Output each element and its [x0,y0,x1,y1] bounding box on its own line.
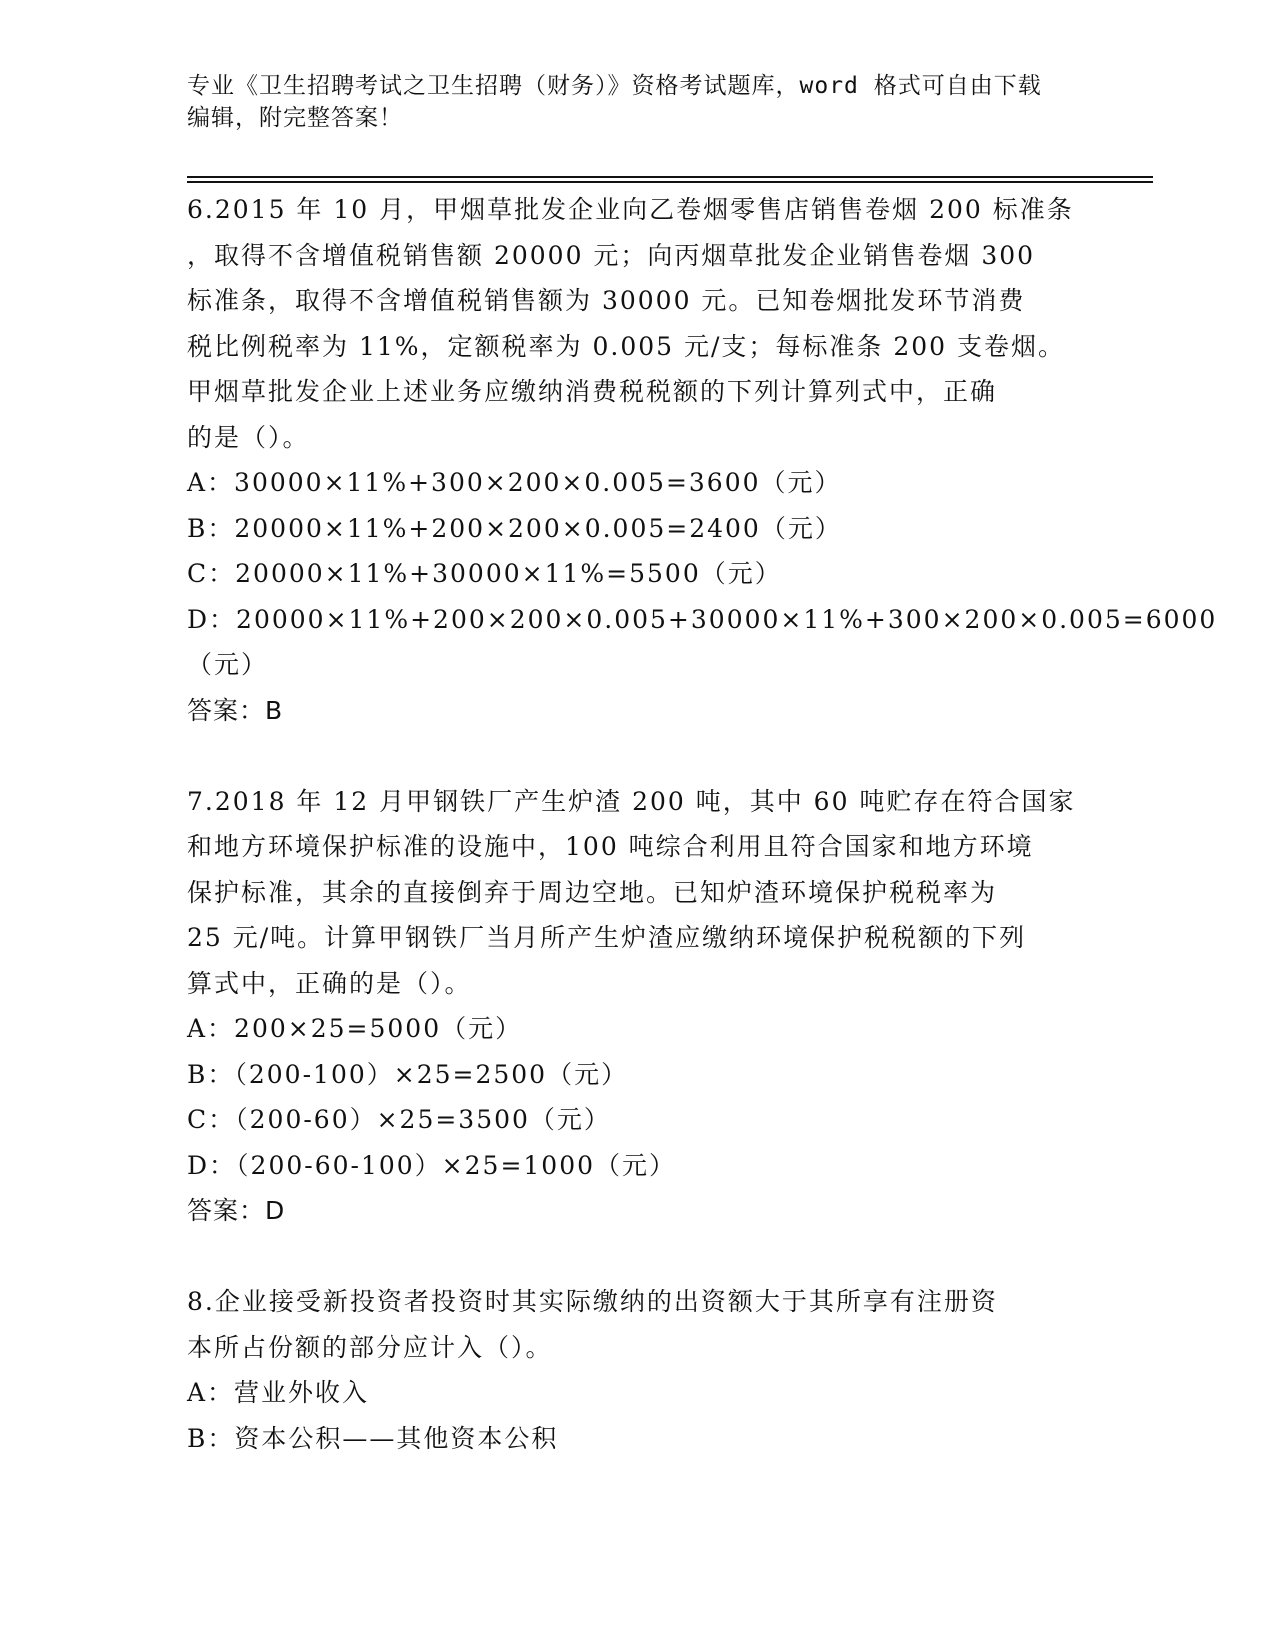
question-stem-line: 和地方环境保护标准的设施中，100 吨综合利用且符合国家和地方环境 [187,832,1034,861]
question-stem-line: 保护标准，其余的直接倒弃于周边空地。已知炉渣环境保护税税率为 [187,877,998,907]
question-stem-line: 税比例税率为 11%，定额税率为 0.005 元/支；每标准条 200 支卷烟。 [187,331,1066,361]
option-b: B：（200-100）×25=2500（元） [187,1059,629,1089]
question-stem-line: 标准条，取得不含增值税销售额为 30000 元。已知卷烟批发环节消费 [187,286,1026,315]
document-header [187,70,1067,134]
question-spacer [187,1234,1087,1280]
option-a: A：200×25=5000（元） [187,1014,523,1043]
question-stem-line: 6.2015 年 10 月，甲烟草批发企业向乙卷烟零售店销售卷烟 200 标准条 [187,195,1074,224]
question-list [187,187,1218,1461]
option-b: B：20000×11%+200×200×0.005=2400（元） [187,513,842,543]
question-stem-line: 8.企业接受新投资者投资时其实际缴纳的出资额大于其所享有注册资 [187,1287,998,1316]
question-stem-line: 甲烟草批发企业上述业务应缴纳消费税税额的下列计算列式中，正确 [187,377,998,406]
question-stem-line: 25 元/吨。计算甲钢铁厂当月所产生炉渣应缴纳环境保护税税额的下列 [187,923,1027,952]
header-rule-top [187,176,1153,178]
question-7 [187,779,1087,1234]
option-c: C：20000×11%+30000×11%=5500（元） [187,559,782,588]
question-stem-line: 7.2018 年 12 月甲钢铁厂产生炉渣 200 吨，其中 60 吨贮存在符合国家 [187,786,1076,816]
option-a: A：营业外收入 [187,1378,370,1407]
question-spacer [187,733,1087,779]
question-stem-line: ，取得不含增值税销售额 20000 元；向丙烟草批发企业销售卷烟 300 [187,240,1036,270]
option-d-continued: （元） [187,650,269,679]
answer-label: 答案：D [187,1196,286,1225]
option-a: A：30000×11%+300×200×0.005=3600（元） [187,468,842,497]
answer-label: 答案：B [187,695,284,725]
question-stem-line: 本所占份额的部分应计入（）。 [187,1332,553,1362]
header-line-2: 编辑，附完整答案！ [187,105,403,131]
question-stem-line: 算式中，正确的是（）。 [187,968,472,998]
option-d: D：20000×11%+200×200×0.005+30000×11%+300×200×0.005=6000 [187,604,1218,634]
option-c: C：（200-60）×25=3500（元） [187,1105,611,1134]
option-d: D：（200-60-100）×25=1000（元） [187,1150,677,1180]
option-b: B：资本公积——其他资本公积 [187,1423,559,1453]
question-6 [187,187,1218,733]
question-8 [187,1279,1087,1461]
header-rule-bottom [187,181,1153,183]
question-stem-line: 的是（）。 [187,422,310,452]
header-line-1: 专业《卫生招聘考试之卫生招聘（财务）》资格考试题库，word 格式可自由下载 [187,73,1042,99]
